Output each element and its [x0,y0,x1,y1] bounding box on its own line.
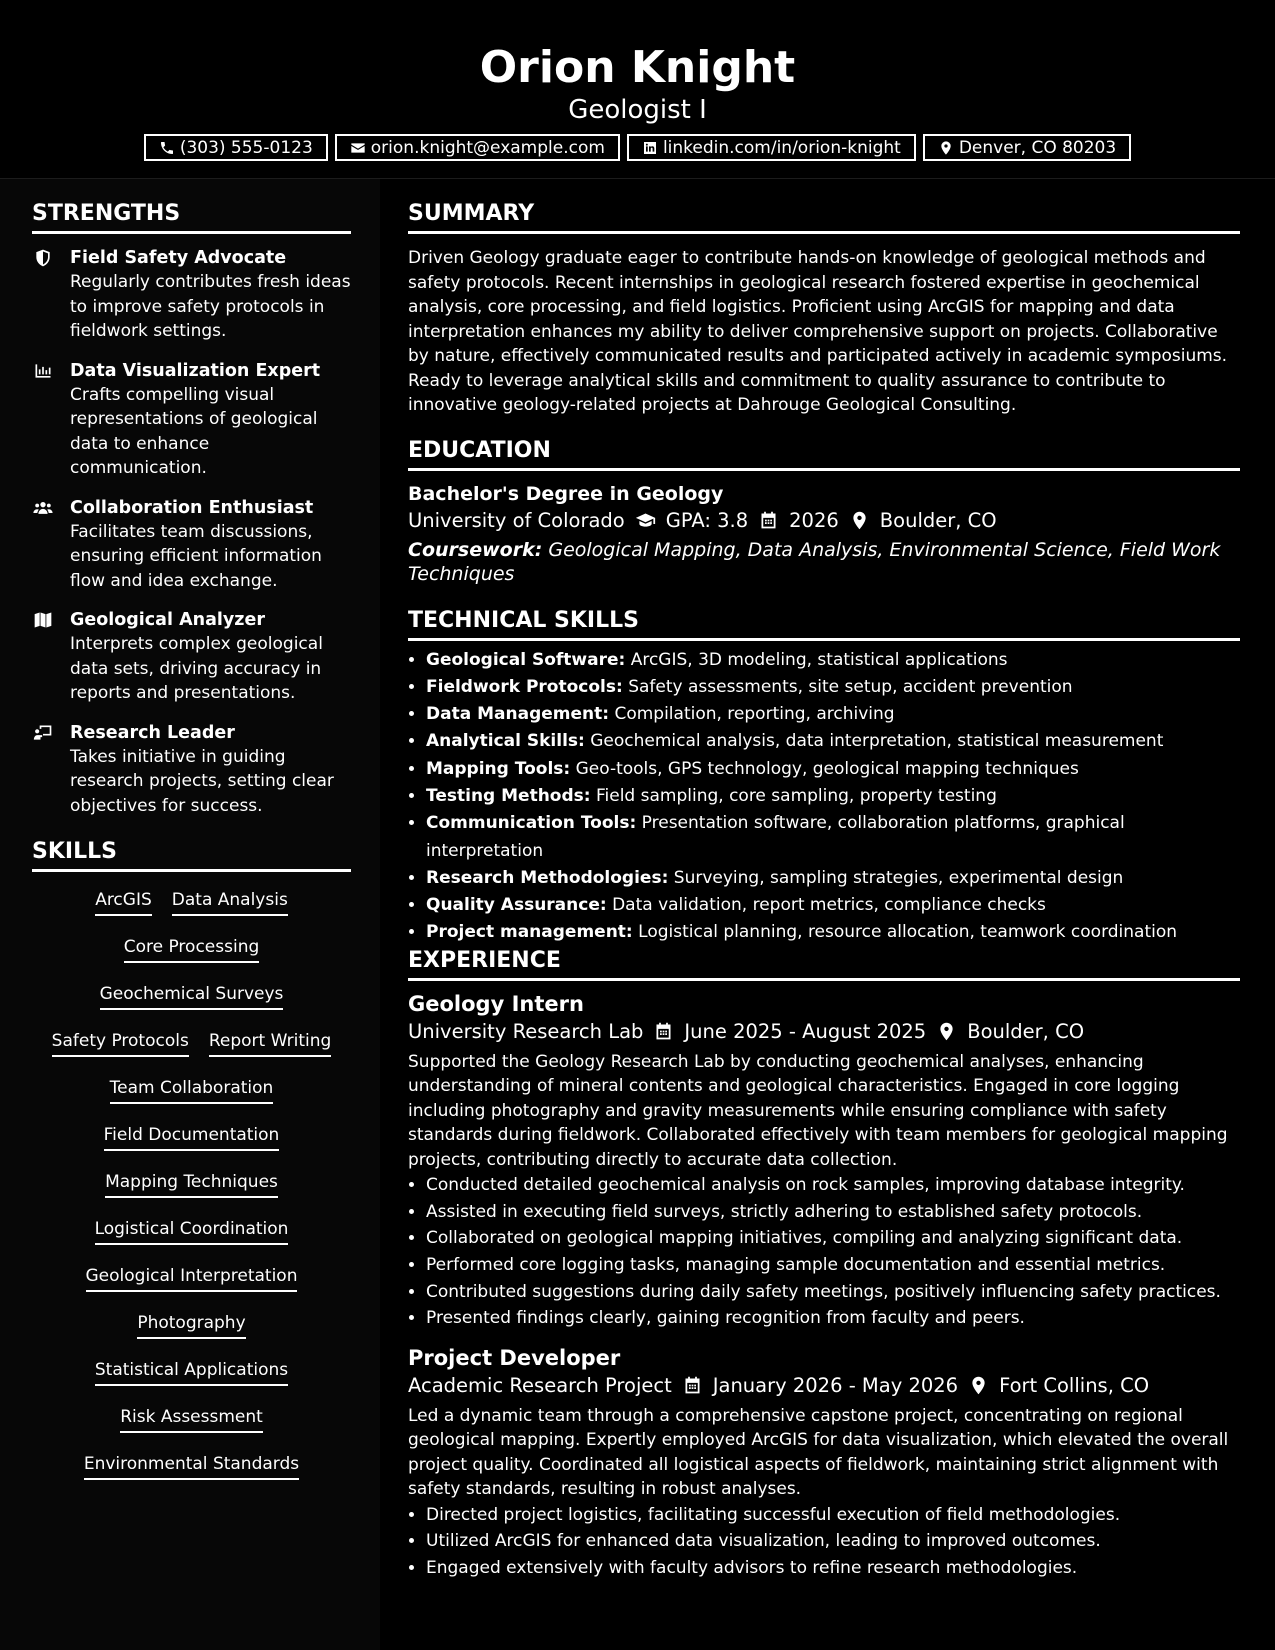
experience-section [408,947,1240,1582]
list-item [426,810,1240,865]
job-entry [408,1344,1240,1582]
skill-tag: Data Analysis [172,888,288,916]
shield-icon [32,248,54,268]
education-location: Boulder, CO [879,508,997,532]
skill-tag: Core Processing [124,935,260,963]
users-icon [32,498,54,518]
skill-label: Research Methodologies: [426,867,669,888]
list-item [426,647,1240,674]
education-meta [408,507,1240,535]
strength-desc: Crafts compelling visual representations of geological data to enhance communication. [70,384,318,478]
list-item: • Contributed suggestions during daily safety meetings, positively influencing safety practices. [426,1279,1240,1306]
list-item [426,701,1240,728]
map-pin-icon [938,140,954,156]
calendar-icon [758,510,779,531]
skill-value: Logistical planning, resource allocation, teamwork coordination [638,922,1178,943]
strength-desc: Regularly contributes fresh ideas to improve safety protocols in fieldwork settings. [70,272,351,341]
strength-title: Field Safety Advocate [70,248,287,268]
job-title: Geology Intern [408,991,584,1016]
job-description: Led a dynamic team through a comprehensive capstone project, concentrating on regional geological mapping. Expertly employed ArcGIS for data visualization, which elevated the overall project quality. Coordinated all logistical aspects of fieldwork, maintaining strict alignment with safety standards, resulting in robust analyses. [408,1405,1229,1500]
education-heading: EDUCATION [408,437,1240,471]
job-title: Project Developer [408,1345,621,1370]
job-meta [408,1372,1240,1400]
strengths-section [32,200,351,818]
strength-desc: Takes initiative in guiding research projects, setting clear objectives for success. [70,746,334,816]
list-item [426,865,1240,892]
skill-label: Communication Tools: [426,813,637,834]
education-section [408,437,1240,587]
candidate-title: Geologist I [568,95,707,125]
skill-tag: Report Writing [209,1029,331,1057]
job-org: University Research Lab [408,1019,644,1043]
skill-label: Testing Methods: [426,785,591,806]
phone-icon [159,140,175,156]
job-dates: June 2025 - August 2025 [684,1019,927,1043]
list-item [426,919,1240,946]
job-location: Fort Collins, CO [999,1373,1150,1397]
calendar-icon [653,1021,674,1042]
skill-tag: Geochemical Surveys [100,982,284,1010]
gpa-text: GPA: 3.8 [665,508,749,532]
summary-heading: SUMMARY [408,200,1240,234]
skill-tag: Risk Assessment [120,1405,263,1433]
email-contact[interactable] [335,134,620,161]
map-pin-icon [936,1021,957,1042]
strength-desc: Interprets complex geological data sets, driving accuracy in reports and presentations. [70,634,323,703]
technical-skills-list [408,647,1240,947]
skill-label: Quality Assurance: [426,895,607,916]
skill-label: Fieldwork Protocols: [426,676,623,697]
skill-label: Mapping Tools: [426,758,571,779]
resume-header [0,0,1275,179]
bar-chart-icon [32,361,54,381]
list-item: • Presented findings clearly, gaining recognition from faculty and peers. [426,1305,1240,1332]
technical-skills-heading: TECHNICAL SKILLS [408,607,1240,641]
strength-item [32,496,351,594]
map-pin-icon [968,1375,989,1396]
skill-tag: Environmental Standards [84,1452,299,1480]
skill-label: Analytical Skills: [426,731,585,752]
skill-tag: Photography [137,1311,245,1339]
skill-tag: Field Documentation [104,1123,280,1151]
linkedin-text: linkedin.com/in/orion-knight [662,137,901,158]
skill-tag: ArcGIS [95,888,152,916]
contact-bar [0,134,1275,161]
skill-label: Project management: [426,922,633,943]
linkedin-icon [642,140,658,156]
job-bullets [408,1172,1240,1332]
list-item: • Assisted in executing field surveys, strictly adhering to established safety protocols. [426,1199,1240,1226]
list-item [426,674,1240,701]
strength-item [32,246,351,344]
degree-title: Bachelor's Degree in Geology [408,482,724,505]
list-item: • Directed project logistics, facilitating successful execution of field methodologies. [426,1502,1240,1529]
strength-item [32,608,351,706]
skills-list [32,888,351,1480]
graduation-year: 2026 [789,508,839,532]
skill-tag: Statistical Applications [95,1358,288,1386]
calendar-icon [682,1375,703,1396]
list-item: • Performed core logging tasks, managing sample documentation and essential metrics. [426,1252,1240,1279]
skill-tag: Mapping Techniques [105,1170,278,1198]
strength-title: Collaboration Enthusiast [70,497,314,518]
left-column [32,200,351,1480]
skill-value: Surveying, sampling strategies, experimental design [673,867,1124,888]
skill-tag: Logistical Coordination [95,1217,289,1245]
skills-section [32,838,351,1480]
list-item [426,783,1240,810]
skill-value: Geo-tools, GPS technology, geological mapping techniques [575,758,1079,779]
job-dates: January 2026 - May 2026 [712,1373,959,1397]
location-contact[interactable] [923,134,1131,161]
strength-desc: Facilitates team discussions, ensuring efficient information flow and idea exchange. [70,521,322,591]
phone-text: (303) 555-0123 [179,137,313,158]
list-item [426,728,1240,755]
strength-item [32,359,351,481]
skill-value: Compilation, reporting, archiving [614,704,895,725]
skill-tag: Team Collaboration [110,1076,274,1104]
job-location: Boulder, CO [967,1019,1085,1043]
skill-label: Data Management: [426,704,610,725]
strength-item [32,721,351,819]
skill-value: Presentation software, collaboration platforms, graphical interpretation [426,813,1125,861]
coursework-list: Geological Mapping, Data Analysis, Environmental Science, Field Work Techniques [408,538,1221,585]
skill-value: Data validation, report metrics, compliance checks [612,895,1046,916]
skill-tag: Geological Interpretation [86,1264,298,1292]
coursework-label: Coursework: [408,538,543,561]
skill-value: Geochemical analysis, data interpretation, statistical measurement [590,731,1164,752]
skill-tag: Safety Protocols [52,1029,189,1057]
job-description: Supported the Geology Research Lab by conducting geochemical analyses, enhancing understanding of mineral contents and geological characteristics. Engaged in core logging including photography and gravity measurements while ensuring compliance with safety standards during fieldwork. Collaborated effectively with team members for geological mapping projects, contributing directly to accurate data collection. [408,1051,1228,1170]
presenter-icon [32,723,54,743]
summary-section [408,200,1240,418]
list-item: • Utilized ArcGIS for enhanced data visualization, leading to improved outcomes. [426,1528,1240,1555]
skill-label: Geological Software: [426,649,626,670]
list-item: • Engaged extensively with faculty advisors to refine research methodologies. [426,1555,1240,1582]
job-bullets [408,1502,1240,1582]
map-icon [32,610,54,630]
job-entry [408,990,1240,1332]
job-org: Academic Research Project [408,1373,672,1397]
strengths-heading: STRENGTHS [32,200,351,234]
location-text: Denver, CO 80203 [958,137,1117,158]
skills-heading: SKILLS [32,838,351,872]
strength-title: Geological Analyzer [70,610,265,630]
summary-text: Driven Geology graduate eager to contribute hands-on knowledge of geological methods and safety protocols. Recent internships in geological research fostered expertise in geochemical analysis, core processing, and field logistics. Proficient using ArcGIS for mapping and data interpretation enhances my ability to deliver comprehensive support on projects. Collaborative by nature, effectively communicated results and participated actively in academic symposiums. Ready to leverage analytical skills and commitment to quality assurance to contribute to innovative geology-related projects at Dahrouge Geological Consulting. [408,248,1228,415]
school-name: University of Colorado [408,508,625,532]
map-pin-icon [849,510,870,531]
linkedin-contact[interactable] [627,134,916,161]
skill-value: ArcGIS, 3D modeling, statistical applications [630,649,1008,670]
email-text: orion.knight@example.com [370,137,605,158]
skill-value: Field sampling, core sampling, property testing [595,785,997,806]
list-item [426,892,1240,919]
list-item [426,756,1240,783]
skill-value: Safety assessments, site setup, accident prevention [628,676,1073,697]
graduation-cap-icon [635,510,656,531]
experience-heading: EXPERIENCE [408,947,1240,981]
envelope-icon [350,140,366,156]
list-item: • Collaborated on geological mapping initiatives, compiling and analyzing significant data. [426,1225,1240,1252]
strength-title: Research Leader [70,722,235,743]
coursework [408,538,1240,587]
technical-skills-section [408,607,1240,947]
job-meta [408,1018,1240,1046]
strength-title: Data Visualization Expert [70,360,321,381]
phone-contact[interactable] [144,134,328,161]
right-column [408,200,1240,1597]
list-item: • Conducted detailed geochemical analysis on rock samples, improving database integrity. [426,1172,1240,1199]
candidate-name: Orion Knight [479,42,796,93]
